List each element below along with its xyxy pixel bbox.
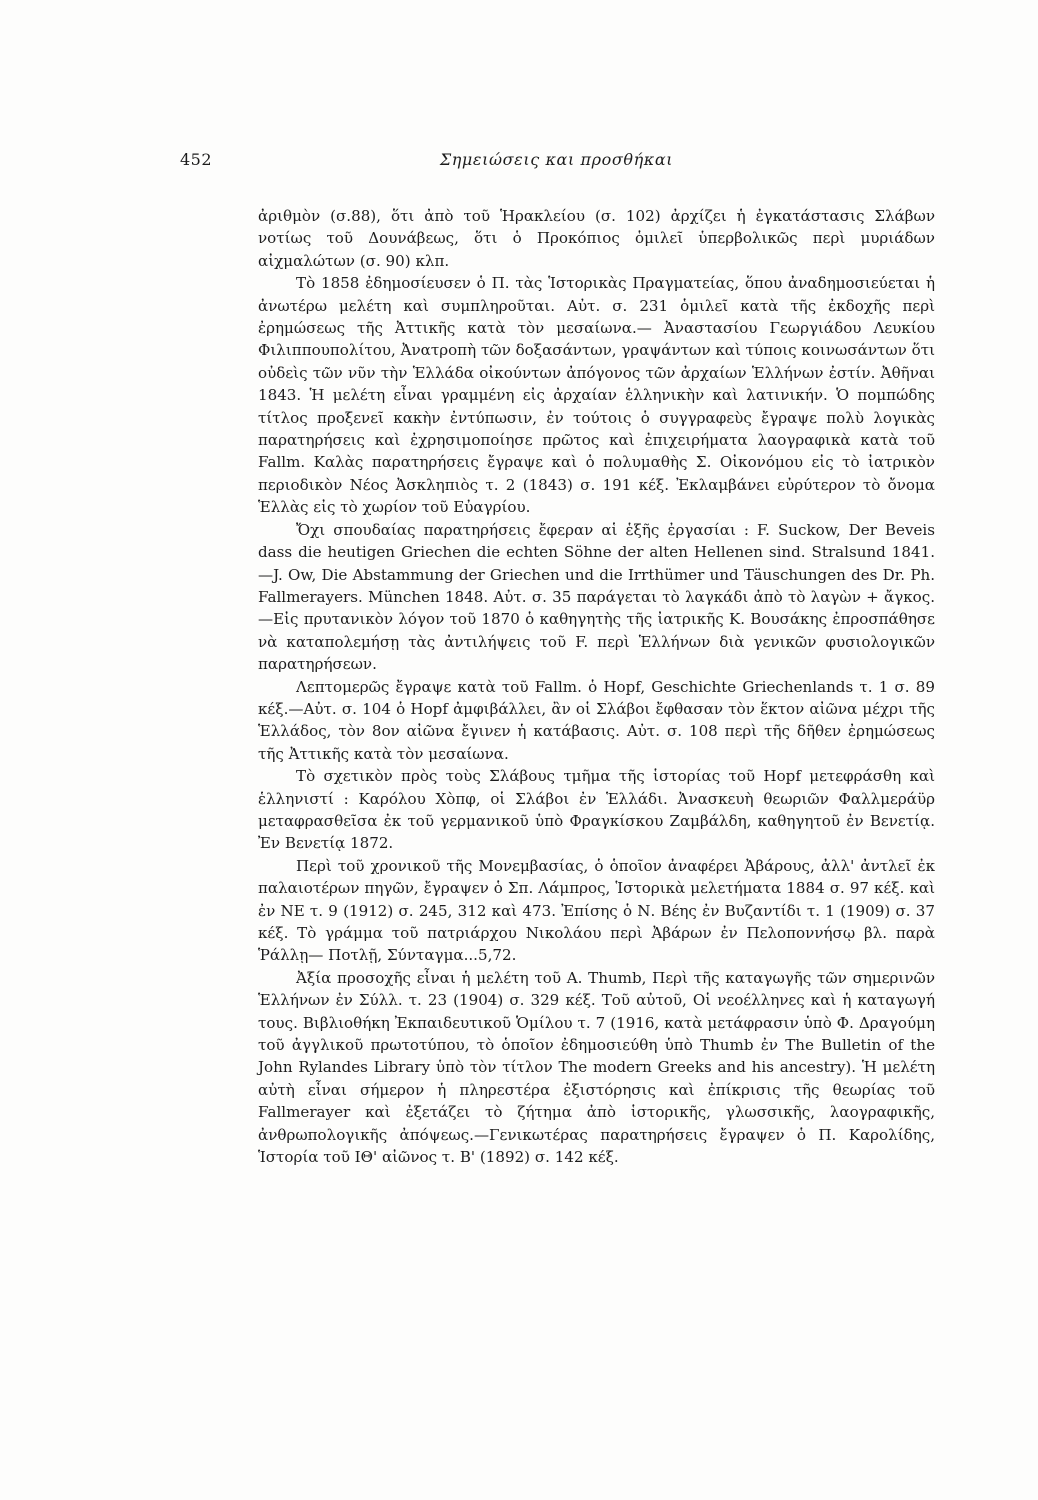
paragraph-historical-treatises: Τὸ 1858 ἐδημοσίευσεν ὁ Π. τὰς Ἱστορικὰς Πραγματείας, ὅπου ἀναδημοσιεύεται ἡ ἀνωτέρω μελέτη καὶ συμπληροῦται. Αὐτ. σ. 231 ὁμιλεῖ κατὰ τῆς ἐκδοχῆς περὶ ἐρημώσεως τῆς Ἀττικῆς κατὰ τὸν μεσαίωνα.— Ἀναστασίου Γεωργιάδου Λευκίου Φιλιππουπολίτου, Ἀνατροπὴ τῶν δοξασάντων, γραψάντων καὶ τύποις κοινωσάντων ὅτι οὐδεὶς τῶν νῦν τὴν Ἑλλάδα οἰκούντων ἀπόγονος τῶν ἀρχαίων Ἑλλήνων ἐστίν. Ἀθῆναι 1843. Ἡ μελέτη εἶναι γραμμένη εἰς ἀρχαίαν ἑλληνικὴν καὶ λατινικήν. Ὁ πομπώδης τίτλος προξενεῖ κακὴν ἐντύπωσιν, ἐν τούτοις ὁ συγγραφεὺς ἔγραψε πολὺ λογικὰς παρατηρήσεις καὶ ἐχρησιμοποίησε πρῶτος καὶ ἐπιχειρήματα λαογραφικὰ κατὰ τοῦ Fallm. Καλὰς παρατηρήσεις ἔγραψε καὶ ὁ πολυμαθὴς Σ. Οἰκονόμου εἰς τὸ ἰατρικὸν περιοδικὸν Νέος Ἀσκληπιὸς τ. 2 (1843) σ. 191 κέξ. Ἐκλαμβάνει εὐρύτερον τὸ ὄνομα Ἑλλὰς εἰς τὸ χωρίον τοῦ Εὐαγρίου.: [258, 274, 935, 517]
paragraph-minor-works: Ὄχι σπουδαίας παρατηρήσεις ἔφεραν αἱ ἑξῆς ἐργασίαι : F. Suckow, Der Beveis dass die heutigen Griechen die echten Söhne der alten Hellenen sind. Stralsund 1841.—J. Ow, Die Abstammung der Griechen und die Irrthümer und Täuschungen des Dr. Ph. Fallmerayers. München 1848. Αὐτ. σ. 35 παράγεται τὸ λαγκάδι ἀπὸ τὸ λαγὼν + ἄγκος.—Εἰς πρυτανικὸν λόγον τοῦ 1870 ὁ καθηγητὴς τῆς ἰατρικῆς Κ. Βουσάκης ἐπροσπάθησε νὰ καταπολεμήσῃ τὰς ἀντιλήψεις τοῦ F. περὶ Ἑλλήνων διὰ γενικῶν φυσιολογικῶν παρατηρήσεων.: [258, 520, 935, 674]
page-header: [180, 150, 933, 178]
paragraph-hopf: Λεπτομερῶς ἔγραψε κατὰ τοῦ Fallm. ὁ Hopf, Geschichte Griechenlands τ. 1 σ. 89 κέξ.—Αὐτ. σ. 104 ὁ Hopf ἀμφιβάλλει, ἂν οἱ Σλάβοι ἔφθασαν τὸν ἕκτον αἰῶνα μέχρι τῆς Ἑλλάδος, τὸν 8ον αἰῶνα ἔγινεν ἡ κατάβασις. Αὐτ. σ. 108 περὶ τῆς δῆθεν ἐρημώσεως τῆς Ἀττικῆς κατὰ τὸν μεσαίωνα.: [258, 677, 935, 763]
paragraph-continued: ἀριθμὸν (σ.88), ὅτι ἀπὸ τοῦ Ἡρακλείου (σ. 102) ἀρχίζει ἡ ἐγκατάστασις Σλάβων νοτίως τοῦ Δουνάβεως, ὅτι ὁ Προκόπιος ὁμιλεῖ ὑπερβολικῶς περὶ μυριάδων αἰχμαλώτων (σ. 90) κλπ.: [258, 207, 935, 270]
running-title: Σημειώσεις και προσθήκαι: [439, 150, 674, 169]
paragraph-thumb-study: Ἀξία προσοχῆς εἶναι ἡ μελέτη τοῦ A. Thumb, Περὶ τῆς καταγωγῆς τῶν σημερινῶν Ἑλλήνων ἐν Σύλλ. τ. 23 (1904) σ. 329 κέξ. Τοῦ αὐτοῦ, Οἱ νεοέλληνες καὶ ἡ καταγωγή τους. Βιβλιοθήκη Ἐκπαιδευτικοῦ Ὁμίλου τ. 7 (1916, κατὰ μετάφρασιν ὑπὸ Φ. Δραγούμη τοῦ ἀγγλικοῦ πρωτοτύπου, τὸ ὁποῖον ἐδημοσιεύθη ὑπὸ Thumb ἐν The Bulletin of the John Rylandes Library ὑπὸ τὸν τίτλον The modern Greeks and his ancestry). Ἡ μελέτη αὐτὴ εἶναι σήμερον ἡ πληρεστέρα ἐξιστόρησις καὶ ἐπίκρισις τῆς θεωρίας τοῦ Fallmerayer καὶ ἐξετάζει τὸ ζήτημα ἀπὸ ἱστορικῆς, γλωσσικῆς, λαογραφικῆς, ἀνθρωπολογικῆς ἀπόψεως.—Γενικωτέρας παρατηρήσεις ἔγραψεν ὁ Π. Καρολίδης, Ἱστορία τοῦ ΙΘ' αἰῶνος τ. Β' (1892) σ. 142 κέξ.: [258, 968, 935, 1167]
page-number: 452: [180, 150, 213, 169]
paragraph-hopf-translation: Τὸ σχετικὸν πρὸς τοὺς Σλάβους τμῆμα τῆς ἱστορίας τοῦ Hopf μετεφράσθη καὶ ἑλληνιστί : Καρόλου Χὸπφ, οἱ Σλάβοι ἐν Ἑλλάδι. Ἀνασκευὴ θεωριῶν Φαλλμεράϋρ μεταφρασθεῖσα ἐκ τοῦ γερμανικοῦ ὑπὸ Φραγκίσκου Ζαμβάλδη, καθηγητοῦ ἐν Βενετίᾳ. Ἐν Βενετίᾳ 1872.: [258, 767, 935, 853]
paragraph-monemvasia-chronicle: Περὶ τοῦ χρονικοῦ τῆς Μονεμβασίας, ὁ ὁποῖον ἀναφέρει Ἀβάρους, ἀλλ' ἀντλεῖ ἐκ παλαιοτέρων πηγῶν, ἔγραψεν ὁ Σπ. Λάμπρος, Ἱστορικὰ μελετήματα 1884 σ. 97 κέξ. καὶ ἐν ΝΕ τ. 9 (1912) σ. 245, 312 καὶ 473. Ἐπίσης ὁ Ν. Βέης ἐν Βυζαντίδι τ. 1 (1909) σ. 37 κέξ. Τὸ γράμμα τοῦ πατριάρχου Νικολάου περὶ Ἀβάρων ἐν Πελοποννήσῳ βλ. παρὰ Ῥάλλῃ— Ποτλῇ, Σύνταγμα...5,72.: [258, 856, 935, 965]
body-text: [258, 205, 935, 1168]
